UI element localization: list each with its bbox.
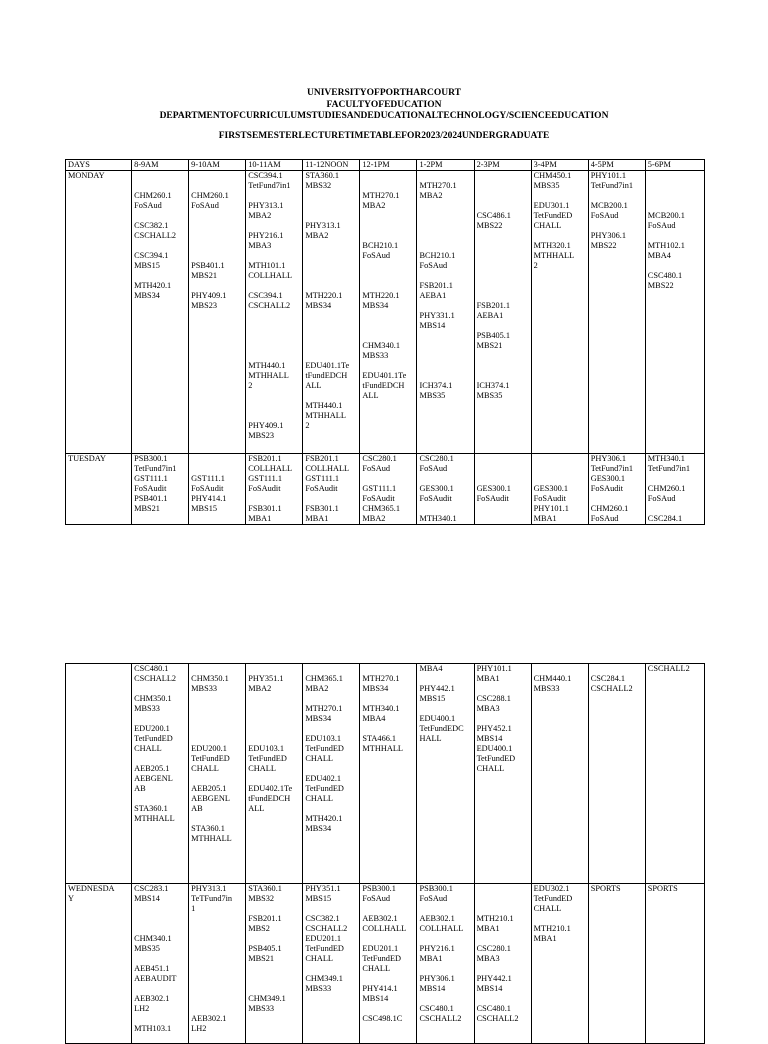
- timetable-cell: CHM440.1 MBS33: [531, 664, 588, 884]
- timetable-cell: SPORTS: [588, 884, 645, 1044]
- timetable-cell: PHY351.1 MBA2 EDU103.1 TetFundED CHALL EDU402.1Te tFundEDCH ALL: [246, 664, 303, 884]
- timetable-cell: PSB300.1 FoSAud AEB302.1 COLLHALL PHY216.1 MBA1 PHY306.1 MBS14 CSC480.1 CSCHALL2: [417, 884, 474, 1044]
- column-header-8-9am: 8-9AM: [132, 160, 189, 171]
- timetable-page-1: [65, 159, 705, 525]
- timetable-cell: STA360.1 MBS32 FSB201.1 MBS2 PSB405.1 MBS21 CHM349.1 MBS33: [246, 884, 303, 1044]
- timetable-cell: PSB300.1 FoSAud AEB302.1 COLLHALL EDU201.1 TetFundED CHALL PHY414.1 MBS14 CSC498.1C: [360, 884, 417, 1044]
- timetable-cell: MTH270.1 MBA2 BCH210.1 FoSAud FSB201.1 AEBA1 PHY331.1 MBS14 ICH374.1 MBS35: [417, 171, 474, 454]
- column-header-12-1pm: 12-1PM: [360, 160, 417, 171]
- timetable-cell: FSB201.1 COLLHALL GST111.1 FoSAudit FSB301.1 MBA1: [303, 454, 360, 525]
- day-cell: MONDAY: [66, 171, 132, 454]
- timetable-cell: CSC480.1 CSCHALL2 CHM350.1 MBS33 EDU200.1 TetFundED CHALL AEB205.1 AEBGENL AB STA360.1 MTHHALL: [132, 664, 189, 884]
- timetable-cell: PHY101.1 TetFund7in1 MCB200.1 FoSAud PHY306.1 MBS22: [588, 171, 645, 454]
- timetable-cell: MTH340.1 TetFund7in1 CHM260.1 FoSAud CSC284.1: [645, 454, 704, 525]
- timetable-cell: CHM260.1 FoSAud PSB401.1 MBS21 PHY409.1 MBS23: [189, 171, 246, 454]
- timetable-cell: PHY351.1 MBS15 CSC382.1 CSCHALL2 EDU201.1 TetFundED CHALL CHM349.1 MBS33: [303, 884, 360, 1044]
- timetable-cell: CHM350.1 MBS33 EDU200.1 TetFundED CHALL AEB205.1 AEBGENL AB STA360.1 MTHHALL: [189, 664, 246, 884]
- column-header-9-10am: 9-10AM: [189, 160, 246, 171]
- faculty-name: FACULTYOFEDUCATION: [326, 99, 442, 110]
- timetable-cell: CHM365.1 MBA2 MTH270.1 MBS34 EDU103.1 TetFundED CHALL EDU402.1 TetFundED CHALL MTH420.1 MBS34: [303, 664, 360, 884]
- timetable-cell: SPORTS: [645, 884, 704, 1044]
- column-header-2-3pm: 2-3PM: [474, 160, 531, 171]
- column-header-4-5pm: 4-5PM: [588, 160, 645, 171]
- timetable-cell: CSC280.1 FoSAud GES300.1 FoSAudit MTH340.1: [417, 454, 474, 525]
- day-cell: [66, 664, 132, 884]
- department-name: DEPARTMENTOFCURRICULUMSTUDIESANDEDUCATIONALTECHNOLOGY/SCIENCEEDUCATION: [159, 111, 609, 121]
- timetable-cell: GST111.1 FoSAudit PHY414.1 MBS15: [189, 454, 246, 525]
- column-header-10-11am: 10-11AM: [246, 160, 303, 171]
- column-header-3-4pm: 3-4PM: [531, 160, 588, 171]
- column-header-1-2pm: 1-2PM: [417, 160, 474, 171]
- timetable-cell: CSC283.1 MBS14 CHM340.1 MBS35 AEB451.1 AEBAUDIT AEB302.1 LH2 MTH103.1: [132, 884, 189, 1044]
- timetable-cell: MCB200.1 FoSAud MTH102.1 MBA4 CSC480.1 MBS22: [645, 171, 704, 454]
- timetable-cell: FSB201.1 COLLHALL GST111.1 FoSAudit FSB301.1 MBA1: [246, 454, 303, 525]
- timetable-cell: PHY313.1 TeTFund7in 1 AEB302.1 LH2: [189, 884, 246, 1044]
- timetable-cell: CSC394.1 TetFund7in1 PHY313.1 MBA2 PHY216.1 MBA3 MTH101.1 COLLHALL CSC394.1 CSCHALL2 MTH440.1 MTHHALL 2 PHY409.1 MBS23: [246, 171, 303, 454]
- timetable-cell: PSB300.1 TetFund7in1 GST111.1 FoSAudit PSB401.1 MBS21: [132, 454, 189, 525]
- timetable-cell: CHM450.1 MBS35 EDU301.1 TetFundED CHALL MTH320.1 MTHHALL 2: [531, 171, 588, 454]
- day-cell: WEDNESDA Y: [66, 884, 132, 1044]
- timetable-cell: CSC284.1 CSCHALL2: [588, 664, 645, 884]
- timetable-cell: CSC486.1 MBS22 FSB201.1 AEBA1 PSB405.1 MBS21 ICH374.1 MBS35: [474, 171, 531, 454]
- timetable-cell: PHY101.1 MBA1 CSC288.1 MBA3 PHY452.1 MBS14 EDU400.1 TetFundED CHALL: [474, 664, 531, 884]
- timetable-cell: CSCHALL2: [645, 664, 704, 884]
- timetable-cell: PHY306.1 TetFund7in1 GES300.1 FoSAudit CHM260.1 FoSAud: [588, 454, 645, 525]
- timetable-cell: MTH270.1 MBS34 MTH340.1 MBA4 STA466.1 MTHHALL: [360, 664, 417, 884]
- timetable-cell: STA360.1 MBS32 PHY313.1 MBA2 MTH220.1 MBS34 EDU401.1Te tFundEDCH ALL MTH440.1 MTHHALL 2: [303, 171, 360, 454]
- timetable-cell: MBA4 PHY442.1 MBS15 EDU400.1 TetFundEDC HALL: [417, 664, 474, 884]
- timetable-cell: GES300.1 FoSAudit PHY101.1 MBA1: [531, 454, 588, 525]
- column-header-11-12noon: 11-12NOON: [303, 160, 360, 171]
- university-name: UNIVERSITYOFPORTHARCOURT: [307, 88, 461, 98]
- timetable-page-2: [65, 663, 705, 1044]
- timetable-title: FIRSTSEMESTERLECTURETIMETABLEFOR2023/2024UNDERGRADUATE: [218, 130, 550, 141]
- timetable-cell: EDU302.1 TetFundED CHALL MTH210.1 MBA1: [531, 884, 588, 1044]
- timetable-heading: [0, 88, 768, 142]
- timetable-cell: MTH270.1 MBA2 BCH210.1 FoSAud MTH220.1 MBS34 CHM340.1 MBS33 EDU401.1Te tFundEDCH ALL: [360, 171, 417, 454]
- timetable-cell: MTH210.1 MBA1 CSC280.1 MBA3 PHY442.1 MBS14 CSC480.1 CSCHALL2: [474, 884, 531, 1044]
- column-header-5-6pm: 5-6PM: [645, 160, 704, 171]
- column-header-days: DAYS: [66, 160, 132, 171]
- timetable-cell: CHM260.1 FoSAud CSC382.1 CSCHALL2 CSC394.1 MBS15 MTH420.1 MBS34: [132, 171, 189, 454]
- day-cell: TUESDAY: [66, 454, 132, 525]
- timetable-cell: CSC280.1 FoSAud GST111.1 FoSAudit CHM365.1 MBA2: [360, 454, 417, 525]
- timetable-cell: GES300.1 FoSAudit: [474, 454, 531, 525]
